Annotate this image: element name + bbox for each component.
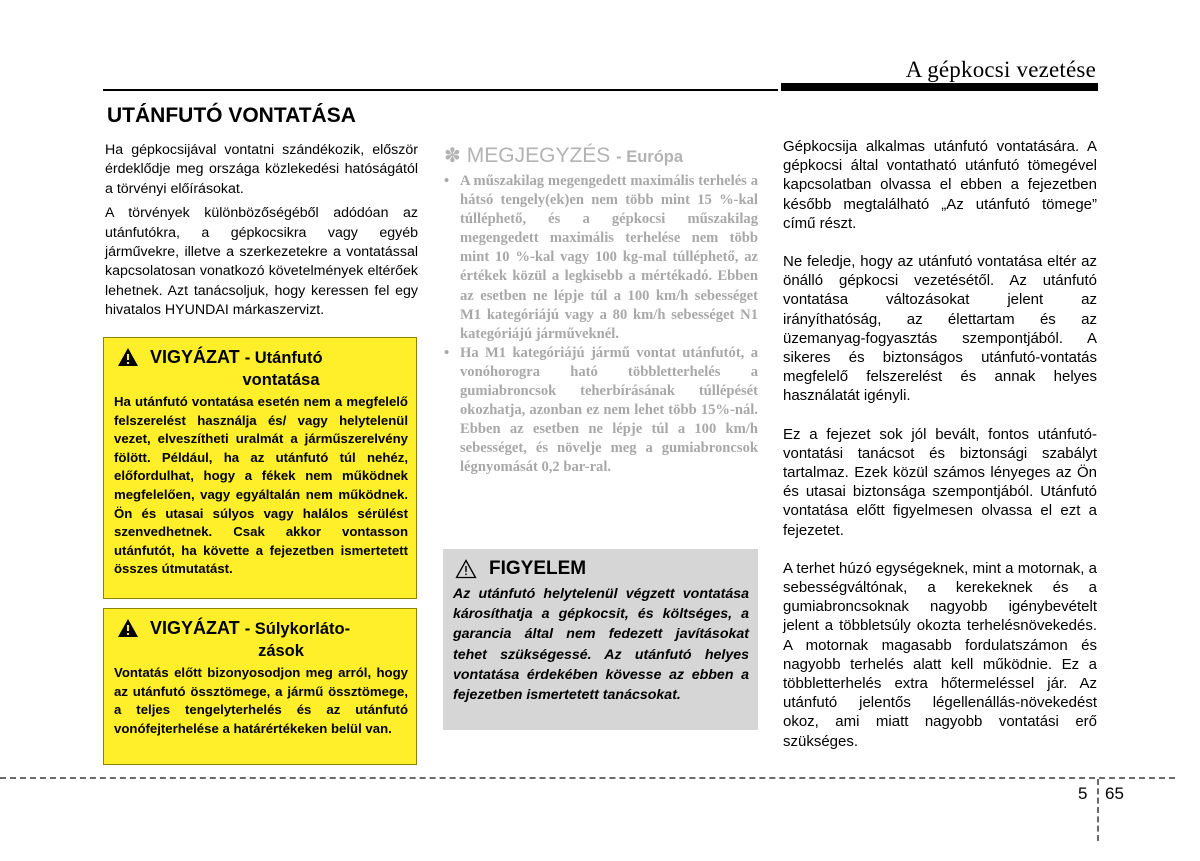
- caution-triangle-icon: [455, 559, 477, 579]
- warning-box-weight-limits: [103, 608, 417, 765]
- intro-paragraph: A törvények különbözőségéből adódóan az utánfutókra, a gépkocsikra vagy egyéb járművekre, illetve a szerkezetekre a vontatással kapcsolatosan vonatkozó követelmények eltérőek lehetnek. Azt tanácsoljuk, hogy keressen fel egy hivatalos HYUNDAI márkaszervizt.: [105, 205, 418, 319]
- header-rule-thick: [781, 83, 1098, 91]
- header-rule: [103, 89, 778, 91]
- caution-box: [443, 549, 758, 730]
- warning-label: VIGYÁZAT: [150, 618, 240, 638]
- body-paragraph: A terhet húzó egységeknek, mint a motornak, a sebességváltónak, a kerekeknek és a gumiabroncsoknak nagyobb igénybevételt jelent a többletsúly okozta terhelésnövekedés. A motornak magasabb fordulatszámon és nagyobb terhelés alatt kell működnie. Ez a többletterhelés extra hőtermeléssel jár. Az utánfutó jelentős légellenállás-növekedést okoz, ami miatt nagyobb vontatási erő szükséges.: [783, 559, 1097, 750]
- section-title: UTÁNFUTÓ VONTATÁSA: [107, 104, 356, 127]
- note-star-icon: ✽: [444, 145, 461, 167]
- warning-heading: [114, 617, 408, 640]
- footer-vertical-divider: [1097, 779, 1099, 841]
- intro-paragraph: Ha gépkocsijával vontatni szándékozik, először érdeklődje meg országa közlekedési hatóságától a törvényi előírásokat.: [105, 142, 418, 197]
- chapter-number: 5: [1078, 784, 1088, 803]
- note-title: MEGJEGYZÉS: [466, 144, 611, 167]
- warning-triangle-icon: [117, 618, 139, 638]
- intro-text: [105, 141, 418, 326]
- note-region: - Európa: [616, 148, 684, 166]
- warning-triangle-icon: [117, 347, 139, 367]
- body-paragraph: Gépkocsija alkalmas utánfutó vontatására. A gépkocsi által vontatható utánfutó tömegével kapcsolatban olvassa el ebben a fejezetben később megtalálható „Az utánfutó tömege” című részt.: [783, 138, 1097, 232]
- warning-subtitle: - Utánfutó: [244, 349, 323, 367]
- caution-title: FIGYELEM: [489, 558, 587, 579]
- warning-label: VIGYÁZAT: [150, 347, 240, 367]
- page-header-title: A gépkocsi vezetése: [905, 57, 1096, 82]
- warning-body: Ha utánfutó vontatása esetén nem a megfelelő felszerelést használja és/ vagy helytelenül vezet, elveszítheti uralmát a járműszerelvény fölött. Például, ha az utánfutó túl nehéz, előfordulhat, hogy a fékek nem működnek megfelelően, vagy egyáltalán nem működnek. Ön és utasai súlyos vagy halálos sérülést szenvedhetnek. Csak akkor vontasson utánfutót, ha követte a fejezetben ismertetett összes útmutatást.: [114, 394, 408, 577]
- note-heading: [444, 143, 683, 168]
- caution-body: Az utánfutó helytelenül végzett vontatása károsíthatja a gépkocsit, és költséges, a garancia által nem fedezett javításokat tehet szükségessé. Az utánfutó helyes vontatása érdekében kövesse az ebben a fejezetben ismertetett tanácsokat.: [453, 586, 749, 704]
- body-paragraph: Ne feledje, hogy az utánfutó vontatása eltér az önálló gépkocsi vezetésétől. Az utánfutó vontatása változásokat jelent az irányíthatóság, az élettartam és az üzemanyag-fogyasztás szempontjából. A sikeres és biztonságos utánfutó-vontatás megfelelő felszerelést és annak helyes használatát igényli.: [783, 253, 1097, 405]
- caution-heading: [453, 558, 749, 580]
- warning-box-towing: [103, 337, 417, 599]
- warning-body: Vontatás előtt bizonyosodjon meg arról, hogy az utánfutó össztömege, a jármű össztömege, a teljes tengelyterhelés és az utánfutó vonófejterhelése a határértékeken belül van.: [114, 665, 408, 736]
- page-number: 65: [1105, 784, 1124, 803]
- note-list: [444, 172, 758, 478]
- warning-subtitle: - Súlykorláto-: [244, 620, 351, 638]
- warning-subtitle-cont: vontatása: [242, 371, 320, 389]
- note-item: • A műszakilag megengedett maximális terhelés a hátsó tengely(ek)en nem több mint 15 %-kal túlléphető, és a gépkocsi műszakilag megengedett maximális terhelése nem több mint 10 %-kal vagy 100 kg-mal túlléphető, az értékek közül a legkisebb a mértékadó. Ebben az esetben ne lépje túl a 100 km/h sebességet M1 kategóriájú vagy a 80 km/h sebességet N1 kategóriájú járműveknél.: [444, 172, 758, 344]
- warning-subtitle-cont: zások: [258, 642, 304, 660]
- footer-divider: [0, 777, 1175, 779]
- body-paragraph: Ez a fejezet sok jól bevált, fontos utánfutó-vontatási tanácsot és biztonsági szabályt tartalmaz. Ezek közül számos lényeges az Ön és utasai biztonsága szempontjából. Utánfutó vontatása előtt figyelmesen olvassa el ezt a fejezetet.: [783, 425, 1097, 539]
- note-item: • Ha M1 kategóriájú jármű vontat utánfutót, a vonóhorogra ható többletterhelés a gumiabroncsok teherbírásának túllépését okozhatja, azonban ez nem lehet több 15%-nál. Ebben az esetben ne lépje túl a 100 km/h sebességet, és növelje meg a gumiabroncsok légnyomását 0,2 bar-ral.: [444, 344, 758, 478]
- body-text-column: [783, 137, 1097, 770]
- warning-heading: [114, 346, 408, 369]
